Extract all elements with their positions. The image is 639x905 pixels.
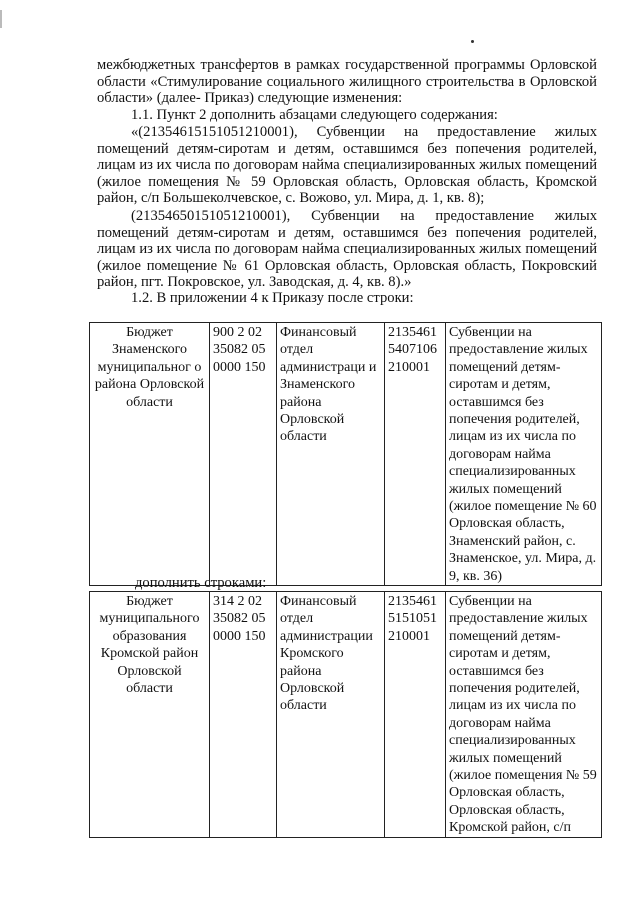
cell-description: Субвенции на предоставление жилых помещений детям-сиротам и детям, оставшимся без попечения родителей, лицам из их числа по договорам найма специализированных жилых помещений (жилое помещение № 60 Орловская область, Знаменский район, с. Знаменское, ул. Мира, д. 9, кв. 36) bbox=[446, 323, 602, 586]
table-row bbox=[90, 323, 602, 586]
cell-code: 900 2 02 35082 05 0000 150 bbox=[210, 323, 277, 586]
scan-dot-mark bbox=[471, 40, 474, 43]
scan-edge-mark bbox=[0, 10, 2, 28]
table-row bbox=[90, 592, 602, 838]
add-rows-label: дополнить строками: bbox=[135, 575, 267, 591]
paragraph-quote-second: (21354650151051210001), Субвенции на предоставление жилых помещений детям-сиротам и детям, оставшимся без попечения родителей, лицам из их числа по договорам найма специализированных жилых помещений (жилое помещение № 61 Орловская область, Орловская область, Покровский район, пгт. Покровское, ул. Заводская, д. 4, кв. 8).» bbox=[97, 208, 597, 291]
cell-budget: Бюджет Знаменского муниципальног о района Орловской области bbox=[90, 323, 210, 586]
cell-code: 314 2 02 35082 05 0000 150 bbox=[210, 592, 277, 838]
cell-budget: Бюджет муниципального образования Кромской район Орловской области bbox=[90, 592, 210, 838]
cell-organization: Финансовый отдел администраци и Знаменского района Орловской области bbox=[277, 323, 385, 586]
table-new-rows bbox=[89, 591, 602, 838]
paragraph-intro: межбюджетных трансфертов в рамках государственной программы Орловской области «Стимулирование социального жилищного строительства в Орловской области» (далее- Приказ) следующие изменения: bbox=[97, 57, 597, 107]
cell-description: Субвенции на предоставление жилых помещений детям-сиротам и детям, оставшимся без попечения родителей, лицам из их числа по договорам найма специализированных жилых помещений (жилое помещения № 59 Орловская область, Орловская область, Кромской район, с/п bbox=[446, 592, 602, 838]
cell-kbk: 2135461 5407106 210001 bbox=[385, 323, 446, 586]
cell-kbk: 2135461 5151051 210001 bbox=[385, 592, 446, 838]
paragraph-item-1-2: 1.2. В приложении 4 к Приказу после строки: bbox=[131, 290, 414, 306]
paragraph-quote-first: «(21354615151051210001), Субвенции на предоставление жилых помещений детям-сиротам и детям, оставшимся без попечения родителей, лицам из их числа по договорам найма специализированных жилых помещений (жилое помещения № 59 Орловская область, Орловская область, Кромской район, с/п Большеколчевское, с. Вожово, ул. Мира, д. 1, кв. 8); bbox=[97, 124, 597, 207]
table-existing-row bbox=[89, 322, 602, 586]
cell-organization: Финансовый отдел администрации Кромского района Орловской области bbox=[277, 592, 385, 838]
paragraph-item-1-1: 1.1. Пункт 2 дополнить абзацами следующего содержания: bbox=[131, 107, 498, 123]
